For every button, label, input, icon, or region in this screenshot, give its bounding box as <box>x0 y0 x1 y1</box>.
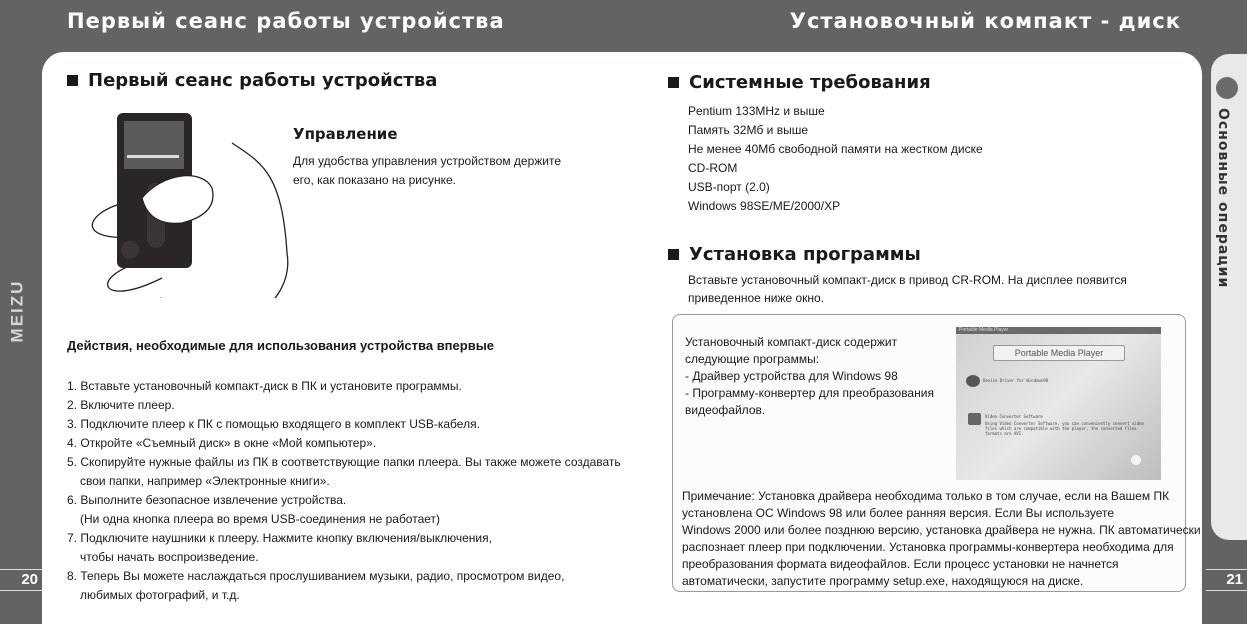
step-5-cont: свои папки, например «Электронные книги». <box>80 474 330 488</box>
video-converter-icon <box>968 413 981 425</box>
text-line: распознает плеер при подключении. Установка программы-конвертера необходима для <box>682 540 1174 554</box>
step-3: 3. Подключите плеер к ПК с помощью входящего в комплект USB-кабеля. <box>67 417 480 431</box>
install-text <box>688 271 1127 307</box>
player-in-hand-illustration <box>62 103 292 298</box>
step-8: 8. Теперь Вы можете наслаждаться прослушиванием музыки, радио, просмотром видео, <box>67 569 565 583</box>
bullet-square-icon <box>668 77 679 88</box>
step-2: 2. Включите плеер. <box>67 398 175 412</box>
step-7-cont: чтобы начать воспроизведение. <box>80 550 259 564</box>
section-title-text: Первый сеанс работы устройства <box>88 70 438 91</box>
text-line: преобразования формата видеофайлов. Если процесс установки не начнется <box>682 557 1119 571</box>
requirement-item: CD-ROM <box>688 161 738 175</box>
installer-screenshot <box>956 327 1161 480</box>
text-line: установлена ОС Windows 98 или более ранняя версия. Если Вы используете <box>682 506 1115 520</box>
requirement-item: USB-порт (2.0) <box>688 180 770 194</box>
gear-icon <box>966 375 980 387</box>
steps-title: Действия, необходимые для использования устройства впервые <box>67 338 495 353</box>
section-title-text: Установка программы <box>689 244 921 265</box>
text-line: приведенное ниже окно. <box>688 291 825 305</box>
section-title-text: Системные требования <box>689 72 931 93</box>
requirement-item: Память 32Мб и выше <box>688 123 809 137</box>
meizu-logo: MEIZU <box>7 279 27 343</box>
screenshot-item-converter: Video Converter Software <box>985 414 1043 419</box>
screenshot-item-converter-desc: Using Video Converter Software, you can conveniently convert video files which are compatible with the player, the converted files formats are AVI. <box>985 421 1144 436</box>
control-title: Управление <box>293 125 398 143</box>
requirement-item: Pentium 133MHz и выше <box>688 104 825 118</box>
text-line: - Драйвер устройства для Windows 98 <box>685 369 898 383</box>
page-number-left: 20 <box>0 569 42 591</box>
text-line: Windows 2000 или более позднюю версию, установка драйвера не нужна. ПК автоматически <box>682 523 1201 537</box>
text-line: следующие программы: <box>685 352 820 366</box>
section-title-install <box>668 244 921 265</box>
text-line: Для удобства управления устройством держите <box>293 154 562 168</box>
section-title-requirements <box>668 72 931 93</box>
logo-icon <box>1131 455 1141 465</box>
side-tab-label: Основные операции <box>1215 108 1231 289</box>
screenshot-item-driver: Device Driver for Windows98 <box>983 378 1049 383</box>
step-7: 7. Подключите наушники к плееру. Нажмите кнопку включения/выключения, <box>67 531 492 545</box>
right-page-header: Установочный компакт - диск <box>789 9 1181 33</box>
text-line: видеофайлов. <box>685 403 766 417</box>
step-8-cont: любимых фотографий, и т.д. <box>80 588 240 602</box>
text-line: Вставьте установочный компакт-диск в привод CR-ROM. На дисплее появится <box>688 273 1127 287</box>
screenshot-title-bar: Portable Media Player <box>956 327 1161 334</box>
bullet-square-icon <box>668 249 679 260</box>
bullet-square-icon <box>67 75 78 86</box>
text-line: автоматически, запустите программу setup.exe, находящуюся на диске. <box>682 574 1084 588</box>
left-page-header: Первый сеанс работы устройства <box>67 9 505 33</box>
steps-list <box>67 377 621 605</box>
step-6-cont: (Ни одна кнопка плеера во время USB-соединения не работает) <box>80 512 441 526</box>
control-text <box>293 152 561 190</box>
section-title-first-session <box>67 70 437 91</box>
box-text <box>685 334 934 419</box>
text-line: его, как показано на рисунке. <box>293 173 456 187</box>
requirement-item: Windows 98SE/ME/2000/XP <box>688 199 841 213</box>
page-number-right: 21 <box>1206 569 1247 591</box>
text-line: - Программу-конвертер для преобразования <box>685 386 934 400</box>
requirement-item: Не менее 40Мб свободной памяти на жестком диске <box>688 142 983 156</box>
note-text <box>682 488 1201 590</box>
step-5: 5. Скопируйте нужные файлы из ПК в соответствующие папки плеера. Вы также можете создавать <box>67 455 621 469</box>
step-6: 6. Выполните безопасное извлечение устройства. <box>67 493 347 507</box>
text-line: Установочный компакт-диск содержит <box>685 335 898 349</box>
tab-dot-icon <box>1216 77 1238 99</box>
text-line: Примечание: Установка драйвера необходима только в том случае, если на Вашем ПК <box>682 489 1170 503</box>
step-1: 1. Вставьте установочный компакт-диск в ПК и установите программы. <box>67 379 462 393</box>
requirements-list <box>688 102 983 216</box>
step-4: 4. Откройте «Съемный диск» в окне «Мой компьютер». <box>67 436 377 450</box>
screenshot-banner: Portable Media Player <box>993 345 1125 361</box>
